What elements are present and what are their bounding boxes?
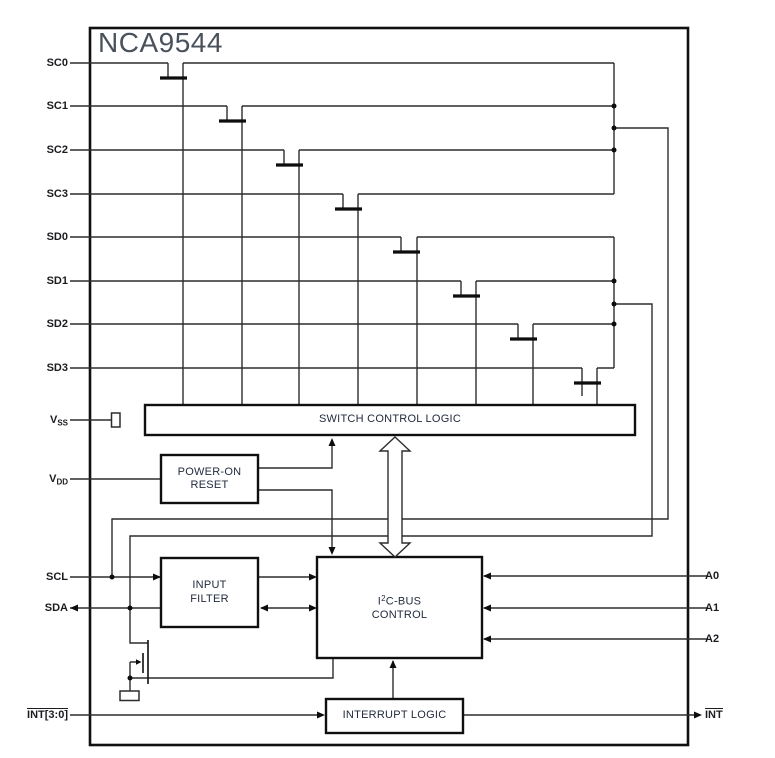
double-arrow-icon [380,437,410,557]
pin-label-sd1: SD1 [46,275,68,287]
input-filter-label: INPUT FILTER [190,579,229,605]
pin-label-sc3: SC3 [46,188,68,200]
interrupt-logic-label: INTERRUPT LOGIC [342,709,447,722]
i2c-bus-control-label: $I^2C$-BUS CONTROL [371,594,428,622]
pin-label-scl: SCL [46,571,68,583]
pin-label-sc2: SC2 [46,144,68,156]
mosfet-source-wire [148,658,333,678]
pin-label-sc0: SC0 [46,57,68,69]
pin-label-sda: SDA [44,602,68,614]
vss-pad-icon [112,413,121,427]
mosfet-drain-wire [130,608,148,643]
pin-label-int30: INT[3:0] [27,709,68,721]
pin-label-sc1: SC1 [46,100,68,112]
pin-label-a2: A2 [705,633,720,645]
pin-label-a0: A0 [705,570,720,582]
power-on-reset-label: POWER-ON RESET [177,465,242,491]
pin-label-sd3: SD3 [46,362,68,374]
chip-title: NCA9544 [98,27,223,58]
pin-label-int: INT [705,709,723,721]
pin-label-a1: A1 [705,602,720,614]
switch-control-logic-label: SWITCH CONTROL LOGIC [318,413,462,426]
switch-transistor-icons [160,78,601,383]
pin-label-vss: $V_{SS}$ [49,414,68,428]
pin-label-sd0: SD0 [46,231,68,243]
pin-label-sd2: SD2 [46,318,68,330]
pin-label-vdd: $V_{DD}$ [49,473,68,487]
substrate-pad-icon [120,691,139,701]
